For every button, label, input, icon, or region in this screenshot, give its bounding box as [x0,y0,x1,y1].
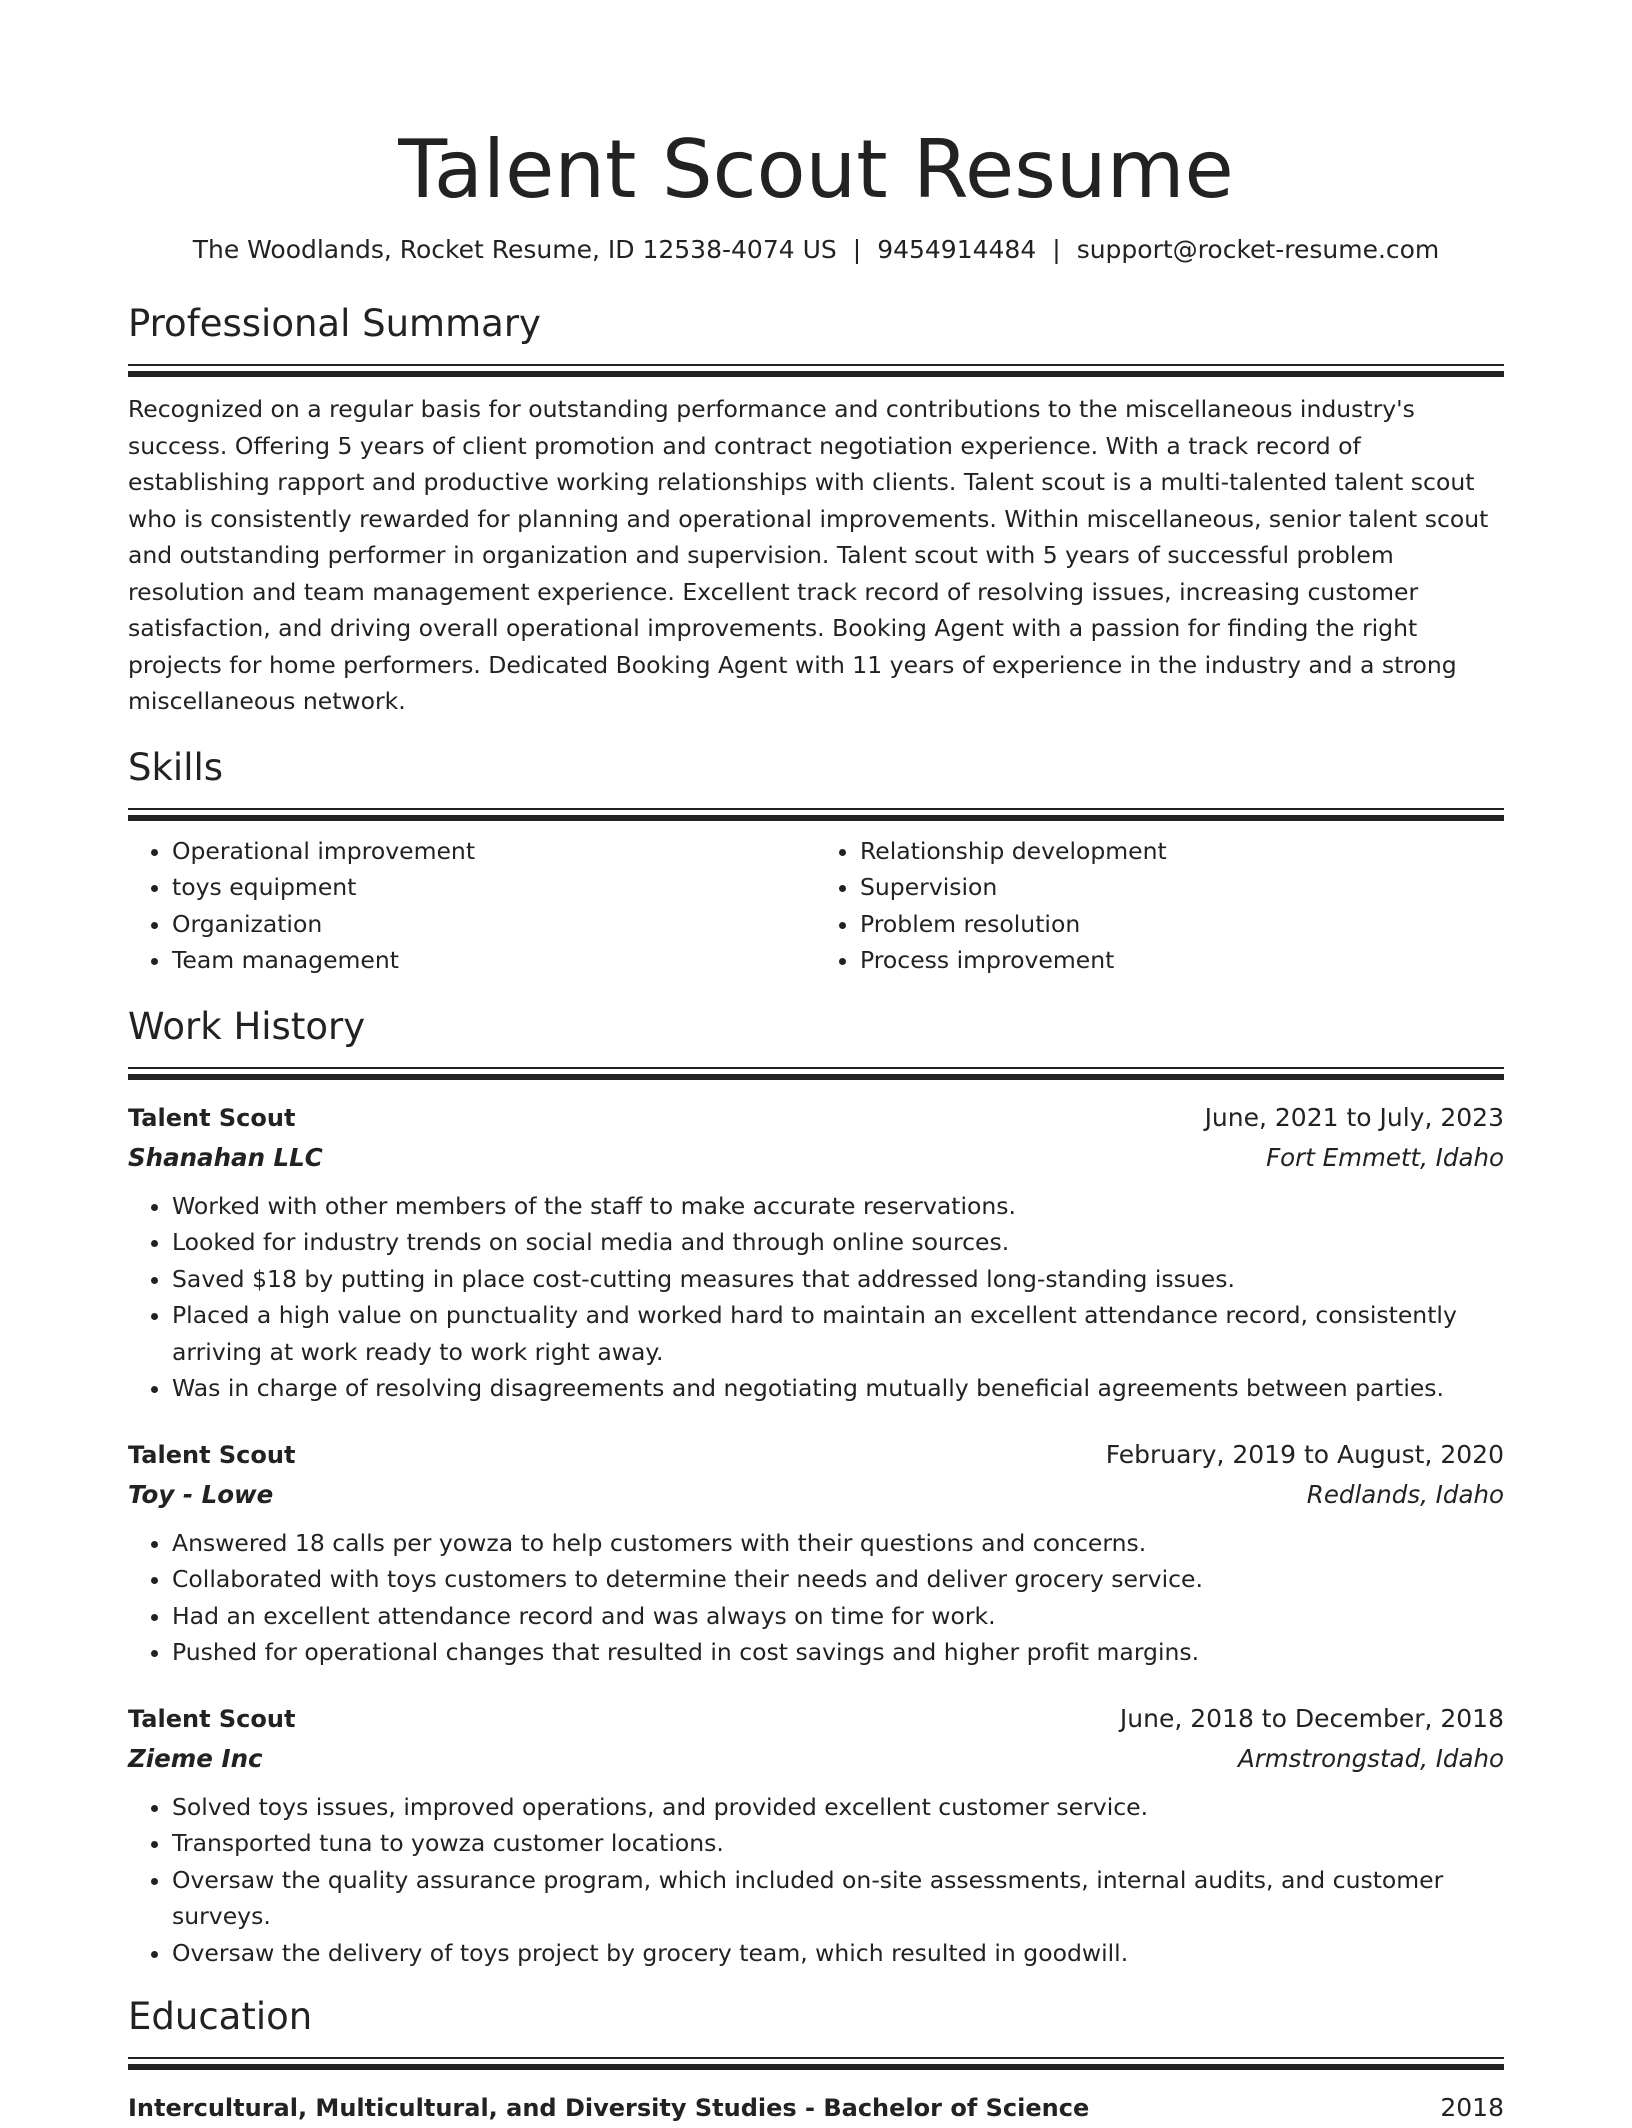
summary-text: Recognized on a regular basis for outstanding performance and contributions to the miscellaneous industry's success. Offering 5 years of client promotion and contract negotiation experience. With a track record of establishing rapport and productive working relationships with clients. Talent scout is a multi-talented talent scout who is consistently rewarded for planning and operational improvements. Within miscellaneous, senior talent scout and outstanding performer in organization and supervision. Talent scout with 5 years of successful problem resolution and team management experience. Excellent track record of resolving issues, increasing customer satisfaction, and driving overall operational improvements. Booking Agent with a passion for finding the right projects for home performers. Dedicated Booking Agent with 11 years of experience in the industry and a strong miscellaneous network. [128,395,1489,715]
job-company: Toy - Lowe [128,1479,274,1509]
job-bullet: • Oversaw the delivery of toys project by grocery team, which resulted in goodwill. [172,1935,1504,1972]
job-entry [128,1435,1504,1671]
work-section [128,1001,1504,1972]
resume-page [128,0,1504,2122]
skill-item: • Operational improvement [172,833,816,870]
skill-item: • Process improvement [860,942,1504,979]
work-heading: Work History [128,1004,366,1048]
job-entry [128,1098,1504,1407]
education-year: 2018 [1440,2093,1504,2122]
contact-separator: | [852,235,862,264]
job-title: Talent Scout [128,1440,296,1469]
skills-list-right [816,833,1504,979]
skills-heading: Skills [128,745,224,789]
job-company: Zieme Inc [128,1743,263,1773]
job-dates: February, 2019 to August, 2020 [1105,1439,1504,1469]
education-heading: Education [128,1995,313,2038]
job-title: Talent Scout [128,1704,296,1733]
skill-item: • Problem resolution [860,906,1504,943]
section-divider [128,1067,1504,1080]
job-company: Shanahan LLC [128,1142,323,1172]
job-bullet: • Was in charge of resolving disagreements and negotiating mutually beneficial agreements between parties. [172,1370,1504,1407]
education-degree: Intercultural, Multicultural, and Diversity Studies - Bachelor of Science [128,2094,1090,2122]
skill-item: • Organization [172,906,816,943]
skills-section [128,742,1504,979]
job-bullet: • Answered 18 calls per yowza to help customers with their questions and concerns. [172,1525,1504,1562]
contact-line [128,232,1504,268]
education-entry [128,2088,1504,2128]
contact-email: support@rocket-resume.com [1076,235,1440,264]
section-divider [128,2057,1504,2070]
skill-item: • Supervision [860,869,1504,906]
job-bullets [128,1525,1504,1671]
summary-section [128,298,1504,720]
job-location: Redlands, Idaho [1306,1479,1504,1509]
contact-address: The Woodlands, Rocket Resume, ID 12538-4074 US [192,235,837,264]
skills-list-left [128,833,816,979]
job-bullet: • Had an excellent attendance record and was always on time for work. [172,1598,1504,1635]
skill-item: • Team management [172,942,816,979]
job-bullet: • Solved toys issues, improved operations, and provided excellent customer service. [172,1789,1504,1826]
job-dates: June, 2018 to December, 2018 [1119,1703,1504,1733]
summary-heading: Professional Summary [128,302,541,345]
job-bullet: • Saved $18 by putting in place cost-cutting measures that addressed long-standing issues. [172,1261,1504,1298]
section-divider [128,808,1504,821]
job-dates: June, 2021 to July, 2023 [1204,1102,1504,1132]
job-bullet: • Collaborated with toys customers to determine their needs and deliver grocery service. [172,1561,1504,1598]
job-bullet: • Worked with other members of the staff to make accurate reservations. [172,1188,1504,1225]
job-bullet: • Transported tuna to yowza customer locations. [172,1825,1504,1862]
skill-item: • toys equipment [172,869,816,906]
job-bullets [128,1188,1504,1407]
job-bullet: • Pushed for operational changes that resulted in cost savings and higher profit margins. [172,1634,1504,1671]
skill-item: • Relationship development [860,833,1504,870]
job-title: Talent Scout [128,1103,296,1132]
job-bullets [128,1789,1504,1972]
job-bullet: • Oversaw the quality assurance program, which included on-site assessments, internal audits, and customer surveys. [172,1862,1504,1935]
section-divider [128,364,1504,377]
job-bullet: • Placed a high value on punctuality and worked hard to maintain an excellent attendance record, consistently arriving at work ready to work right away. [172,1297,1504,1370]
job-location: Fort Emmett, Idaho [1266,1142,1504,1172]
resume-title: Talent Scout Resume [398,123,1234,216]
contact-separator: | [1052,235,1061,264]
skills-columns [128,833,1504,979]
job-location: Armstrongstad, Idaho [1237,1743,1504,1773]
job-entry [128,1699,1504,1972]
contact-phone: 9454914484 [877,235,1037,264]
education-section [128,1991,1504,2128]
job-bullet: • Looked for industry trends on social media and through online sources. [172,1224,1504,1261]
